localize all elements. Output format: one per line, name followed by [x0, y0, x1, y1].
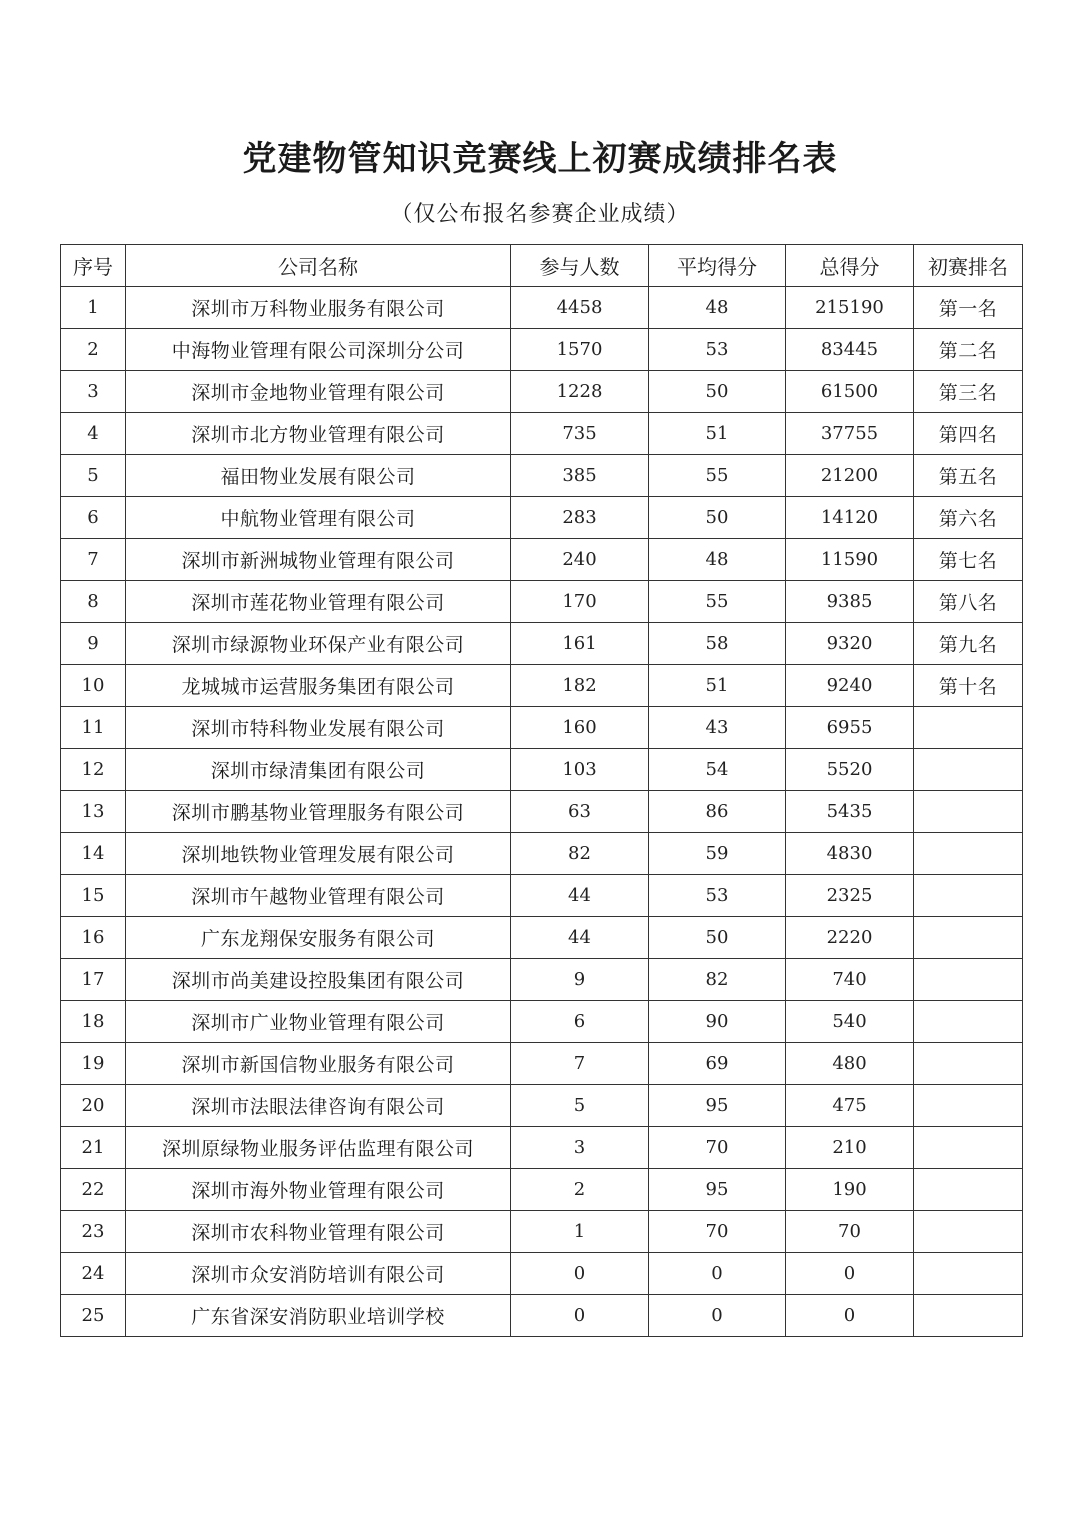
rank-label: 第四名	[914, 413, 1023, 455]
participant-count: 44	[511, 917, 649, 959]
company-name: 广东龙翔保安服务有限公司	[126, 917, 511, 959]
company-name: 深圳市午越物业管理有限公司	[126, 875, 511, 917]
average-score: 0	[649, 1295, 786, 1337]
total-score: 540	[786, 1001, 914, 1043]
participant-count: 44	[511, 875, 649, 917]
participant-count: 1570	[511, 329, 649, 371]
participant-count: 1228	[511, 371, 649, 413]
average-score: 50	[649, 497, 786, 539]
table-row	[61, 1169, 1023, 1211]
table-row	[61, 833, 1023, 875]
total-score: 6955	[786, 707, 914, 749]
document-title: 党建物管知识竞赛线上初赛成绩排名表	[242, 139, 838, 179]
company-name: 中海物业管理有限公司深圳分公司	[126, 329, 511, 371]
row-index: 16	[61, 917, 126, 959]
participant-count: 4458	[511, 287, 649, 329]
average-score: 90	[649, 1001, 786, 1043]
row-index: 11	[61, 707, 126, 749]
rank-label: 第二名	[914, 329, 1023, 371]
ranking-table	[60, 244, 1023, 1337]
rank-label	[914, 1253, 1023, 1295]
average-score: 95	[649, 1169, 786, 1211]
total-score: 4830	[786, 833, 914, 875]
average-score: 51	[649, 413, 786, 455]
document-subtitle: （仅公布报名参赛企业成绩）	[390, 202, 690, 227]
row-index: 7	[61, 539, 126, 581]
participant-count: 160	[511, 707, 649, 749]
row-index: 5	[61, 455, 126, 497]
row-index: 6	[61, 497, 126, 539]
company-name: 广东省深安消防职业培训学校	[126, 1295, 511, 1337]
row-index: 10	[61, 665, 126, 707]
rank-label	[914, 1043, 1023, 1085]
average-score: 58	[649, 623, 786, 665]
participant-count: 63	[511, 791, 649, 833]
total-score: 0	[786, 1253, 914, 1295]
total-score: 0	[786, 1295, 914, 1337]
total-score: 70	[786, 1211, 914, 1253]
rank-label: 第七名	[914, 539, 1023, 581]
rank-label	[914, 1001, 1023, 1043]
total-score: 2325	[786, 875, 914, 917]
table-row	[61, 329, 1023, 371]
row-index: 24	[61, 1253, 126, 1295]
average-score: 43	[649, 707, 786, 749]
header-total-score: 总得分	[786, 245, 914, 287]
average-score: 69	[649, 1043, 786, 1085]
participant-count: 385	[511, 455, 649, 497]
table-row	[61, 665, 1023, 707]
average-score: 53	[649, 875, 786, 917]
participant-count: 3	[511, 1127, 649, 1169]
company-name: 深圳市农科物业管理有限公司	[126, 1211, 511, 1253]
row-index: 18	[61, 1001, 126, 1043]
total-score: 83445	[786, 329, 914, 371]
total-score: 5435	[786, 791, 914, 833]
total-score: 11590	[786, 539, 914, 581]
total-score: 210	[786, 1127, 914, 1169]
header-row	[61, 245, 1023, 287]
average-score: 82	[649, 959, 786, 1001]
rank-label	[914, 1085, 1023, 1127]
row-index: 19	[61, 1043, 126, 1085]
total-score: 9385	[786, 581, 914, 623]
rank-label	[914, 791, 1023, 833]
total-score: 21200	[786, 455, 914, 497]
company-name: 龙城城市运营服务集团有限公司	[126, 665, 511, 707]
participant-count: 9	[511, 959, 649, 1001]
table-row	[61, 1043, 1023, 1085]
participant-count: 103	[511, 749, 649, 791]
rank-label	[914, 749, 1023, 791]
total-score: 2220	[786, 917, 914, 959]
average-score: 55	[649, 581, 786, 623]
table-row	[61, 1127, 1023, 1169]
company-name: 深圳市法眼法律咨询有限公司	[126, 1085, 511, 1127]
table-row	[61, 455, 1023, 497]
row-index: 22	[61, 1169, 126, 1211]
participant-count: 7	[511, 1043, 649, 1085]
rank-label	[914, 1295, 1023, 1337]
company-name: 深圳原绿物业服务评估监理有限公司	[126, 1127, 511, 1169]
company-name: 深圳市新洲城物业管理有限公司	[126, 539, 511, 581]
participant-count: 82	[511, 833, 649, 875]
average-score: 0	[649, 1253, 786, 1295]
table-row	[61, 413, 1023, 455]
row-index: 15	[61, 875, 126, 917]
row-index: 17	[61, 959, 126, 1001]
total-score: 14120	[786, 497, 914, 539]
table-row	[61, 1085, 1023, 1127]
rank-label	[914, 1211, 1023, 1253]
rank-label: 第十名	[914, 665, 1023, 707]
total-score: 215190	[786, 287, 914, 329]
company-name: 深圳市绿源物业环保产业有限公司	[126, 623, 511, 665]
participant-count: 240	[511, 539, 649, 581]
total-score: 480	[786, 1043, 914, 1085]
average-score: 50	[649, 917, 786, 959]
rank-label	[914, 959, 1023, 1001]
table-header	[61, 245, 1023, 287]
company-name: 深圳市莲花物业管理有限公司	[126, 581, 511, 623]
company-name: 深圳市广业物业管理有限公司	[126, 1001, 511, 1043]
total-score: 190	[786, 1169, 914, 1211]
total-score: 61500	[786, 371, 914, 413]
average-score: 55	[649, 455, 786, 497]
company-name: 福田物业发展有限公司	[126, 455, 511, 497]
table-row	[61, 749, 1023, 791]
rank-label	[914, 833, 1023, 875]
average-score: 95	[649, 1085, 786, 1127]
average-score: 51	[649, 665, 786, 707]
rank-label: 第三名	[914, 371, 1023, 413]
participant-count: 0	[511, 1253, 649, 1295]
header-average-score: 平均得分	[649, 245, 786, 287]
participant-count: 283	[511, 497, 649, 539]
average-score: 50	[649, 371, 786, 413]
company-name: 深圳市绿清集团有限公司	[126, 749, 511, 791]
average-score: 48	[649, 287, 786, 329]
average-score: 48	[649, 539, 786, 581]
table-body	[61, 287, 1023, 1337]
rank-label	[914, 1169, 1023, 1211]
company-name: 深圳市海外物业管理有限公司	[126, 1169, 511, 1211]
row-index: 3	[61, 371, 126, 413]
total-score: 475	[786, 1085, 914, 1127]
table-row	[61, 917, 1023, 959]
table-row	[61, 1001, 1023, 1043]
header-index: 序号	[61, 245, 126, 287]
company-name: 深圳市万科物业服务有限公司	[126, 287, 511, 329]
company-name: 深圳市北方物业管理有限公司	[126, 413, 511, 455]
company-name: 深圳地铁物业管理发展有限公司	[126, 833, 511, 875]
total-score: 740	[786, 959, 914, 1001]
row-index: 2	[61, 329, 126, 371]
rank-label: 第九名	[914, 623, 1023, 665]
participant-count: 735	[511, 413, 649, 455]
row-index: 1	[61, 287, 126, 329]
total-score: 5520	[786, 749, 914, 791]
table-row	[61, 371, 1023, 413]
total-score: 37755	[786, 413, 914, 455]
participant-count: 182	[511, 665, 649, 707]
participant-count: 5	[511, 1085, 649, 1127]
table-row	[61, 959, 1023, 1001]
company-name: 中航物业管理有限公司	[126, 497, 511, 539]
row-index: 9	[61, 623, 126, 665]
table-row	[61, 1211, 1023, 1253]
table-row	[61, 1253, 1023, 1295]
table-row	[61, 875, 1023, 917]
participant-count: 6	[511, 1001, 649, 1043]
participant-count: 0	[511, 1295, 649, 1337]
average-score: 54	[649, 749, 786, 791]
row-index: 25	[61, 1295, 126, 1337]
row-index: 23	[61, 1211, 126, 1253]
table-row	[61, 287, 1023, 329]
total-score: 9320	[786, 623, 914, 665]
rank-label	[914, 707, 1023, 749]
row-index: 21	[61, 1127, 126, 1169]
table-row	[61, 623, 1023, 665]
company-name: 深圳市鹏基物业管理服务有限公司	[126, 791, 511, 833]
company-name: 深圳市尚美建设控股集团有限公司	[126, 959, 511, 1001]
rank-label	[914, 1127, 1023, 1169]
average-score: 70	[649, 1211, 786, 1253]
rank-label: 第八名	[914, 581, 1023, 623]
table-row	[61, 707, 1023, 749]
company-name: 深圳市新国信物业服务有限公司	[126, 1043, 511, 1085]
average-score: 70	[649, 1127, 786, 1169]
rank-label	[914, 875, 1023, 917]
row-index: 20	[61, 1085, 126, 1127]
company-name: 深圳市众安消防培训有限公司	[126, 1253, 511, 1295]
rank-label	[914, 917, 1023, 959]
table-row	[61, 497, 1023, 539]
header-company-name: 公司名称	[126, 245, 511, 287]
row-index: 8	[61, 581, 126, 623]
row-index: 13	[61, 791, 126, 833]
header-rank: 初赛排名	[914, 245, 1023, 287]
row-index: 12	[61, 749, 126, 791]
row-index: 14	[61, 833, 126, 875]
table-row	[61, 1295, 1023, 1337]
table-row	[61, 539, 1023, 581]
row-index: 4	[61, 413, 126, 455]
average-score: 53	[649, 329, 786, 371]
average-score: 86	[649, 791, 786, 833]
rank-label: 第六名	[914, 497, 1023, 539]
company-name: 深圳市金地物业管理有限公司	[126, 371, 511, 413]
company-name: 深圳市特科物业发展有限公司	[126, 707, 511, 749]
participant-count: 2	[511, 1169, 649, 1211]
rank-label: 第五名	[914, 455, 1023, 497]
table-row	[61, 791, 1023, 833]
participant-count: 161	[511, 623, 649, 665]
average-score: 59	[649, 833, 786, 875]
table-row	[61, 581, 1023, 623]
header-participants: 参与人数	[511, 245, 649, 287]
rank-label: 第一名	[914, 287, 1023, 329]
participant-count: 1	[511, 1211, 649, 1253]
total-score: 9240	[786, 665, 914, 707]
participant-count: 170	[511, 581, 649, 623]
